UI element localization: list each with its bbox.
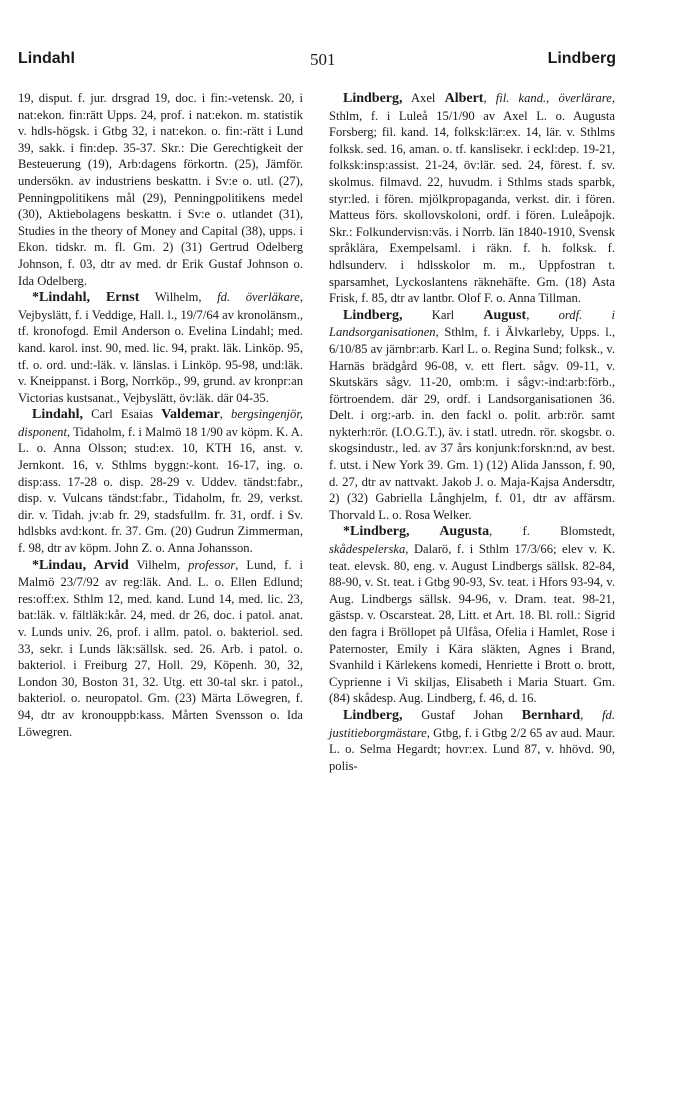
entry-body: , Dalarö, f. i Sthlm 17/3/66; elev v. K. teat. elevsk. 80, eng. v. August Lindbergs sällsk. 82-84, 88-90, v. St. teat. i Gtbg 90-93, Sv. teat. i Hfors 93-94, v. Aug. Lindbergs sällsk. 94-96, v. Dram. teat. 98-21, gästsp. v. Oscarsteat. 28, Litt. et Art. 18. Bl. roll.: Sigrid den fagra i Bröllopet på Ulfåsa, Ofelia i Hamlet, Rose i Paternoster, Emily i Kära släkten, Agnes i Brand, Svanhild i Kärlekens komedi, Henriette i Brott o. brott, Cyprienne i Vi skiljas, Elisabeth i Maria Stuart. Gm. (84) skådesp. Aug. Lindberg, f. 46, d. 16. [329, 542, 615, 706]
entry-title: bergsingenjör, disponent [18, 407, 303, 439]
entry-name: Lindberg, [343, 707, 403, 723]
entry-name: *Lindahl, Ernst [32, 290, 140, 306]
entry-body: , Sthlm, f. i Luleå 15/1/90 av Axel L. o. Augusta Forsberg; fil. kand. 14, folksk:lär:ex. 14, lär. v. Sthlms folksk. sed. 16, aman. o. tf. kanslisekr. i eckl:dep. 19-21, folksk:insp:assist. 21-24, öv:lär. sed. 24, förest. f. sv. skolmus. filmavd. 22, huvudm. i Sthlms stads sparbk, styr:led. i fören. mjölkpropaganda, verkst. dir. i fören. Matteus förs. skollovskoloni, ordf. i fören. Luleåpojk. Skr.: Folkundervisn:väs. i Norrb. län 1840-1910, Svensk språklära, Exempelsaml. i räkn. f. h. folksk. f. hdlsunderv. i hdlsskolor m. m., Uppfostran t. sparsamhet, Lyckoslantens räknehäfte. Gm. (18) Asta Frisk, f. 85, dtr av lantbr. Olof F. o. Anna Tillman. [329, 91, 615, 306]
entry-given-names: Vilhelm, [128, 557, 189, 572]
page-header [18, 50, 616, 76]
entry-name-called: Bernhard [521, 707, 581, 723]
right-column [329, 90, 615, 774]
entry-title: ordf. i Landsorganisationen [329, 307, 615, 340]
entry-given-names: , f. Blomstedt, [489, 524, 615, 539]
entry-name-called: Albert [444, 91, 484, 106]
header-left-guide-word: Lindahl [18, 50, 75, 67]
page-number: 501 [310, 50, 336, 69]
entry-title: fd. justitieborgmästare [329, 707, 615, 740]
entry-title: professor [188, 557, 236, 572]
entry-body: , Gtbg, f. i Gtbg 2/2 65 av aud. Maur. L. o. Selma Hegardt; hovr:ex. Lund 87, v. hhövd. 90, polis- [329, 725, 615, 773]
entry-body: , Vejbyslätt, f. i Veddige, Hall. l., 19/7/64 av kronolänsm., tf. kronofogd. Emil Anderson o. Evelina Lindahl; med. kand. karol. inst. 90, med. lic. 94, prakt. läk. Linköp. 95, tf. o. ord. und:-läk. v. länslas. i Linköp. 95-98, und:läk. v. Kneippanst. i Borg, Norrköp., 99, grund. av kronpr:an Victorias kustsanat., Vejbyslätt, öv:läk. där 04-35. [18, 290, 303, 405]
entry-lindberg-gustaf: Lindberg, Gustaf Johan Bernhard, fd. justitieborgmästare, Gtbg, f. i Gtbg 2/2 65 av aud. Maur. L. o. Selma Hegardt; hovr:ex. Lund 87, v. hhövd. 90, polis- [329, 707, 615, 773]
entry-lindau-arvid [18, 557, 303, 741]
entry-lindahl-carl: Lindahl, Carl Esaias Valdemar, bergsingenjör, disponent, Tidaholm, f. i Malmö 18 1/90 av köpm. K. A. L. o. Anna Olsson; stud:ex. 10, KTH 16, anst. v. Jernkont. 16, v. Sthlms byggn:-kont. 16-17, ing. o. disp:ass. 17-28 o. disp. 28-29 v. Uddev. tändst:fabr., disp. v. Vulcans tändst:fabr., Tidaholm, fr. 29, verkst. dir. v. Tidah. jv:ab fr. 29, stadsfullm. fr. 31, ordf. i Sv. hdlsbks avd:kont. fr. 37. Gm. (20) Gudrun Zimmerman, f. 98, dtr av köpm. John Z. o. Anna Johansson. [18, 407, 303, 556]
entry-title: fd. överläkare [217, 290, 300, 305]
entry-lindahl-ernst [18, 289, 303, 406]
entry-given-names: Gustaf Johan [402, 707, 522, 722]
entry-body: , Tidaholm, f. i Malmö 18 1/90 av köpm. K. A. L. o. Anna Olsson; stud:ex. 10, KTH 16, anst. v. Jernkont. 16, v. Sthlms byggn:-kont. 16-17, ing. o. disp:ass. 17-28 o. disp. 28-29 v. Uddev. tändst:fabr., disp. v. Vulcans tändst:fabr., Tidaholm, fr. 29, verkst. dir. v. Tidah. jv:ab fr. 29, stadsfullm. fr. 31, ordf. i Sv. hdlsbks avd:kont. fr. 37. Gm. (20) Gudrun Zimmerman, f. 98, dtr av köpm. John Z. o. Anna Johansson. [18, 424, 303, 556]
entry-given-names: Wilhelm, [139, 290, 218, 305]
entry-name: Lindahl, [32, 407, 83, 423]
entry-name: *Lindberg, Augusta [343, 524, 490, 540]
entry-given-names: Carl Esaias [82, 407, 162, 422]
entry-name: *Lindau, Arvid [32, 557, 129, 573]
entry-name-called: Valdemar [161, 407, 220, 423]
entry-continuation: 19, disput. f. jur. drsgrad 19, doc. i fin:-vetensk. 20, i nat:ekon. fin:rätt Upps. 24, prof. i nat:ekon. m. statistik v. hdls-högsk. i Gtbg 32, i nat:ekon. o. fin:-rätt i Lund 39, sakk. i fin:dep. 35-37. Skr.: Die Gerechtigkeit der Besteuerung (19), Arb:dagens förkortn. (25), Jämför. undersökn. av industriens beskattn. i Sv:e o. utl. (27), Penningpolitikens mål (29), Penningpolitikens medel (30), Aktiebolagens beskattn. i Sv:e o. utlandet (31), Studies in the theory of Money and Capital (38), upps. i Ekon. tidskr. m. fl. Gm. 2) (31) Gertrud Odelberg Johnson, f. 03, dtr av med. dr Erik Gustaf Johnson o. Ida Odelberg. [18, 91, 303, 288]
entry-lindberg-karl: Lindberg, Karl August, ordf. i Landsorganisationen, Sthlm, f. i Älvkarleby, Upps. l., 6/10/85 av järnbr:arb. Karl L. o. Regina Sund; folksk., v. Harnäs brädgård 96-08, v. ett flert. sågv. 09-11, v. Skutskärs sågv. 11-20, omb:m. i sågv:-ind:arb:förb., förtroendem. där 29, ordf. i Landsorganisationen 36. Delt. i org:-arb. in. den fackl o. polit. arb:rör. samt nykterh:rör. (I.O.G.T.), äv. i statl. utredn. rör. skogsbr. o. skogsindustr., led. av 37 års konjunk:forskn:nd, av best. f. utst. i New York 39. Gm. 1) (12) Alida Jansson, f. 90, d. 27, dtr av nattvakt. Jakob J. o. Maja-Kajsa Andersdtr, 2) (32) Gabriella Långhjelm, f. 01, dtr av affärsm. Thorvald L. o. Rosa Welker. [329, 307, 615, 522]
entry-lindberg-axel: Lindberg, Axel Albert, fil. kand., överlärare, Sthlm, f. i Luleå 15/1/90 av Axel L. o. Augusta Forsberg; fil. kand. 14, folksk:lär:ex. 14, lär. v. Sthlms folksk. sed. 16, aman. o. tf. kanslisekr. i eckl:dep. 19-21, folksk:insp:assist. 21-24, öv:lär. sed. 24, förest. f. sv. skolmus. filmavd. 22, huvudm. i Sthlms stads sparbk, styr:led. i fören. mjölkpropaganda, verkst. dir. i fören. Matteus förs. skollovskoloni, ordf. i fören. Luleåpojk. Skr.: Folkundervisn:väs. i Norrb. län 1840-1910, Svensk språklära, Exempelsaml. i räkn. f. h. folksk. f. hdlsunderv. i hdlsskolor m. m., Uppfostran t. sparsamhet, Lyckoslantens räknehäfte. Gm. (18) Asta Frisk, f. 85, dtr av lantbr. Olof F. o. Anna Tillman. [329, 91, 615, 306]
entry-lindberg-augusta [329, 523, 615, 707]
entry-title: skådespelerska [329, 542, 406, 557]
entry-body: , Sthlm, f. i Älvkarleby, Upps. l., 6/10/85 av järnbr:arb. Karl L. o. Regina Sund; folksk., v. Harnäs brädgård 96-08, v. ett flert. sågv. 09-11, v. Skutskärs sågv. 11-20, omb:m. i sågv:-ind:arb:förb., förtroendem. där 29, ordf. i Landsorganisationen 36. Delt. i org:-arb. in. den fackl o. polit. arb:rör. samt nykterh:rör. (I.O.G.T.), äv. i statl. utredn. rör. skogsbr. o. skogsindustr., led. av 37 års konjunk:forskn:nd, av best. f. utst. i New York 39. Gm. 1) (12) Alida Jansson, f. 90, d. 27, dtr av nattvakt. Jakob J. o. Maja-Kajsa Andersdtr, 2) (32) Gabriella Långhjelm, f. 01, dtr av affärsm. Thorvald L. o. Rosa Welker. [329, 325, 615, 522]
entry-name-called: August [483, 307, 527, 323]
entry-body: , Lund, f. i Malmö 23/7/92 av reg:läk. And. L. o. Ellen Edlund; res:off:ex. Sthlm 12, med. kand. Lund 14, med. lic. 23, bat:läk. v. fältläk:kår. 24, med. dr 26, doc. i patol. anat. v. Lunds univ. 26, prof. i allm. patol. o. bakteriol. sed. 33, sekr. i Lunds läk:sällsk. sed. 26. Arb. i patol. o. bakteriol. i Freiburg 27, Holl. 29, Köpenh. 30, 32, London 30, Boston 31, 32. Utg. ett 30-tal skr. i patol., bakteriol. o. neuropatol. Gm. (23) Märta Löwegren, f. 94, dtr av kronouppb:kass. Mårten Svensson o. Ida Löwegren. [18, 557, 303, 739]
left-column [18, 90, 303, 740]
entry-given-names: Axel [402, 91, 445, 105]
entry-name: Lindberg, [343, 91, 403, 106]
header-right-guide-word: Lindberg [547, 50, 616, 67]
entry-name: Lindberg, [343, 307, 403, 323]
entry-given-names: Karl [402, 307, 484, 322]
entry-title: fil. kand., överlärare [495, 91, 612, 105]
